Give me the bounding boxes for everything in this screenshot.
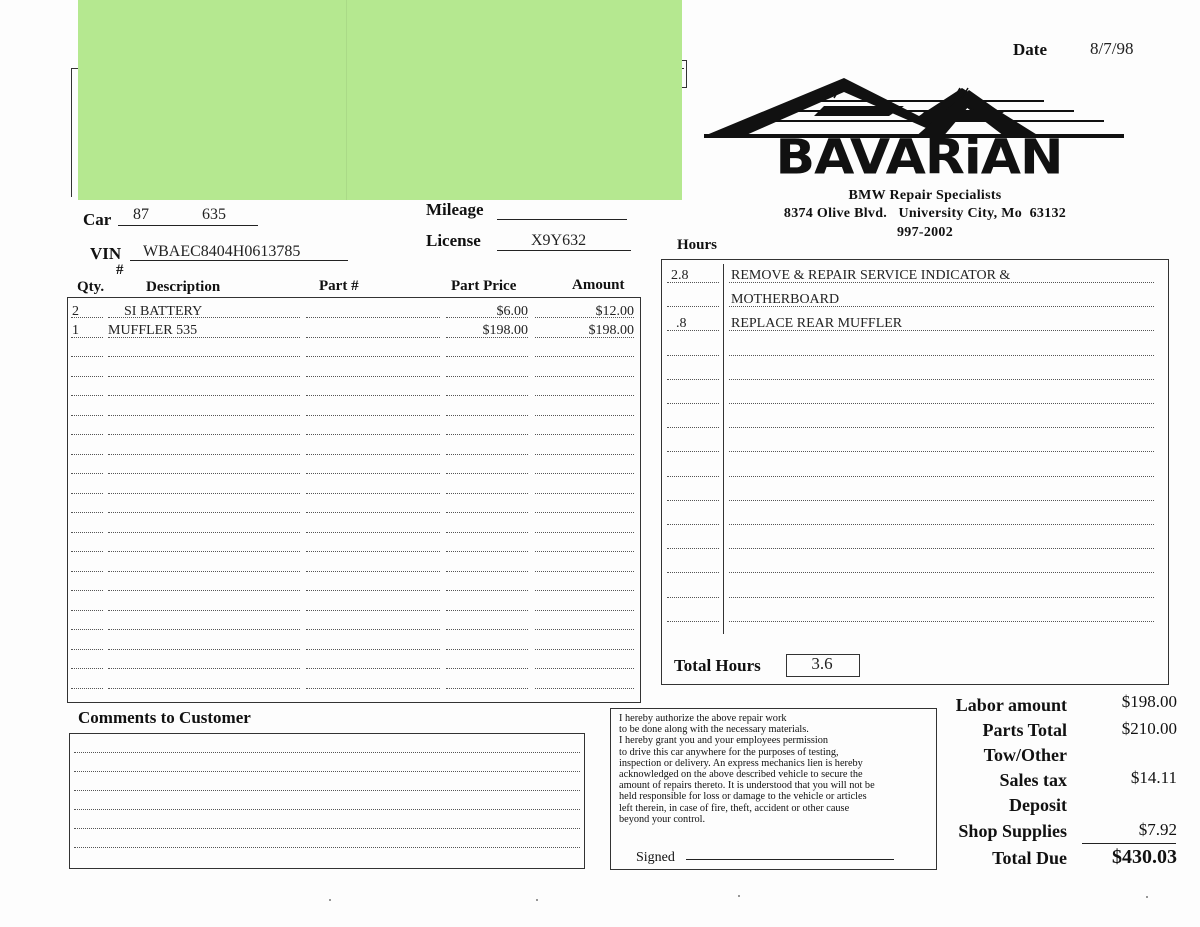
parts-rule-line [446, 415, 528, 416]
shop-tagline: BMW Repair Specialists [848, 188, 1002, 203]
parts-rule-line [71, 512, 103, 513]
parts-rule-line [108, 532, 300, 533]
date-label: Date [1013, 40, 1047, 59]
parts-rule-line [446, 376, 528, 377]
parts-rule-line [306, 532, 440, 533]
labor-rule-line [729, 524, 1154, 525]
scan-speck [329, 899, 331, 901]
deposit-label: Deposit [1009, 795, 1067, 815]
labor-rule-line [729, 548, 1154, 549]
parts-table [67, 297, 641, 703]
tow-other-label: Tow/Other [983, 745, 1067, 765]
parts-rule-line [306, 454, 440, 455]
labor-rule-line [729, 355, 1154, 356]
car-model: 635 [202, 206, 226, 223]
labor-rule-line [667, 355, 719, 356]
parts-rule-line [71, 434, 103, 435]
parts-row-1-price: $6.00 [496, 304, 528, 319]
parts-rule-line [535, 649, 634, 650]
parts-rule-line [306, 551, 440, 552]
parts-rule-line [446, 629, 528, 630]
scan-speck [536, 899, 538, 901]
parts-rule-line [71, 376, 103, 377]
parts-rule-line [306, 356, 440, 357]
comment-rule-line [74, 809, 580, 810]
shop-supplies-label: Shop Supplies [958, 821, 1067, 841]
parts-rule-line [535, 668, 634, 669]
parts-rule-line [108, 454, 300, 455]
parts-rule-line [446, 668, 528, 669]
labor-rule-line [667, 451, 719, 452]
parts-rule-line [535, 434, 634, 435]
parts-rule-line [306, 395, 440, 396]
labor-amount-label: Labor amount [955, 695, 1067, 715]
sticky-note-fold [346, 0, 347, 200]
car-year: 87 [133, 206, 149, 223]
labor-row-1-hours: 2.8 [671, 268, 689, 283]
labor-rule-line [729, 597, 1154, 598]
parts-rule-line [306, 493, 440, 494]
parts-rule-line [71, 610, 103, 611]
license-label: License [426, 231, 481, 250]
labor-rule-line [667, 500, 719, 501]
mileage-line [497, 219, 627, 220]
parts-rule-line [108, 571, 300, 572]
parts-rule-line [71, 395, 103, 396]
part-number-hash: # [116, 262, 124, 278]
qty-header: Qty. [77, 279, 105, 295]
parts-rule-line [108, 512, 300, 513]
parts-row-2-price: $198.00 [482, 323, 528, 338]
parts-row-1-qty: 2 [72, 304, 79, 319]
authorization-line: left therein, in case of fire, theft, accident or other cause [619, 802, 850, 814]
total-hours-label: Total Hours [674, 656, 761, 675]
signature-line [686, 859, 894, 860]
license-value: X9Y632 [531, 232, 587, 249]
labor-rule-line [667, 621, 719, 622]
parts-rule-line [71, 473, 103, 474]
parts-rule-line [71, 551, 103, 552]
comments-label: Comments to Customer [78, 708, 251, 727]
parts-rule-line [306, 473, 440, 474]
labor-rule-line [667, 476, 719, 477]
labor-rule-line [729, 572, 1154, 573]
part-number-header: Part # [319, 278, 359, 294]
parts-rule-line [108, 415, 300, 416]
authorization-line: amount of repairs thereto. It is understood that you will not be [619, 780, 875, 792]
parts-rule-line [71, 668, 103, 669]
comments-box [69, 733, 585, 869]
parts-total-value: $210.00 [1121, 719, 1177, 738]
parts-rule-line [535, 590, 634, 591]
parts-rule-line [71, 649, 103, 650]
comment-rule-line [74, 790, 580, 791]
parts-rule-line [306, 668, 440, 669]
parts-rule-line [108, 376, 300, 377]
labor-rule-line [729, 379, 1154, 380]
license-line [497, 250, 631, 251]
parts-rule-line [446, 551, 528, 552]
comment-rule-line [74, 771, 580, 772]
parts-rule-line [535, 356, 634, 357]
parts-rule-line [306, 337, 440, 338]
parts-rule-line [306, 376, 440, 377]
date-value: 8/7/98 [1090, 39, 1134, 58]
parts-total-label: Parts Total [982, 720, 1067, 740]
labor-row-3-hours: .8 [676, 316, 687, 331]
comment-rule-line [74, 828, 580, 829]
parts-row-1-desc: SI BATTERY [124, 304, 203, 319]
total-due-label: Total Due [992, 848, 1067, 868]
parts-row-2-desc: MUFFLER 535 [108, 323, 198, 338]
parts-row-2-amount: $198.00 [588, 323, 634, 338]
authorization-line: acknowledged on the above described vehicle to secure the [619, 769, 863, 781]
parts-rule-line [446, 395, 528, 396]
labor-rule-line [729, 451, 1154, 452]
parts-rule-line [108, 610, 300, 611]
labor-rule-line [729, 500, 1154, 501]
labor-rule-line [667, 572, 719, 573]
comment-rule-line [74, 752, 580, 753]
parts-rule-line [108, 590, 300, 591]
parts-rule-line [306, 688, 440, 689]
parts-rule-line [535, 571, 634, 572]
authorization-line: inspection or delivery. An express mechanics lien is hereby [619, 757, 863, 769]
parts-rule-line [108, 688, 300, 689]
parts-rule-line [71, 571, 103, 572]
parts-rule-line [108, 649, 300, 650]
parts-rule-line [446, 571, 528, 572]
labor-rule-line [667, 379, 719, 380]
parts-rule-line [535, 473, 634, 474]
parts-rule-line [108, 473, 300, 474]
shop-phone: 997-2002 [896, 225, 954, 240]
parts-rule-line [446, 434, 528, 435]
parts-rule-line [535, 629, 634, 630]
mileage-label: Mileage [426, 200, 484, 219]
parts-rule-line [306, 610, 440, 611]
parts-rule-line [71, 356, 103, 357]
parts-rule-line [306, 571, 440, 572]
customer-box-edge-right [682, 60, 687, 88]
labor-rule-line [729, 621, 1154, 622]
parts-rule-line [108, 434, 300, 435]
parts-rule-line [446, 454, 528, 455]
parts-rule-line [535, 395, 634, 396]
authorization-text [619, 713, 931, 825]
authorization-line: I hereby grant you and your employees permission [619, 735, 829, 747]
parts-row-2-qty: 1 [72, 323, 79, 338]
parts-rule-line [535, 610, 634, 611]
parts-rule-line [306, 317, 440, 318]
parts-rule-line [71, 629, 103, 630]
labor-rule-line [667, 548, 719, 549]
sales-tax-value: $14.11 [1130, 768, 1177, 787]
parts-rule-line [108, 551, 300, 552]
parts-rule-line [71, 454, 103, 455]
bavarian-logo [704, 76, 1134, 184]
parts-row-1-amount: $12.00 [595, 304, 634, 319]
parts-rule-line [306, 629, 440, 630]
labor-rule-line [667, 427, 719, 428]
labor-rule-line [667, 330, 719, 331]
labor-divider [723, 264, 724, 634]
parts-rule-line [108, 629, 300, 630]
parts-rule-line [446, 473, 528, 474]
parts-rule-line [446, 688, 528, 689]
labor-rule-line [729, 427, 1154, 428]
parts-rule-line [306, 590, 440, 591]
parts-rule-line [535, 551, 634, 552]
parts-rule-line [71, 493, 103, 494]
parts-rule-line [446, 532, 528, 533]
parts-rule-line [71, 532, 103, 533]
parts-rule-line [535, 415, 634, 416]
hours-heading: Hours [677, 237, 718, 253]
parts-rule-line [446, 493, 528, 494]
car-line [118, 225, 258, 226]
parts-rule-line [108, 668, 300, 669]
parts-rule-line [535, 532, 634, 533]
parts-rule-line [71, 415, 103, 416]
logo-wordmark: BAVARiAN [775, 130, 1063, 186]
parts-rule-line [446, 610, 528, 611]
parts-rule-line [306, 512, 440, 513]
authorization-line: beyond your control. [619, 813, 706, 825]
labor-rule-line [667, 597, 719, 598]
labor-rule-line [729, 403, 1154, 404]
parts-rule-line [446, 356, 528, 357]
labor-row-2-desc: MOTHERBOARD [731, 292, 840, 307]
amount-header: Amount [572, 277, 625, 293]
comment-rule-line [74, 847, 580, 848]
parts-rule-line [535, 454, 634, 455]
scan-speck [1146, 896, 1148, 898]
shop-address: 8374 Olive Blvd. University City, Mo 63132 [783, 206, 1067, 221]
parts-rule-line [71, 590, 103, 591]
authorization-line: held responsible for loss or damage to the vehicle or articles [619, 791, 867, 803]
labor-amount-value: $198.00 [1121, 692, 1177, 711]
sticky-note-redaction [78, 0, 682, 200]
parts-rule-line [535, 493, 634, 494]
parts-rule-line [535, 376, 634, 377]
parts-rule-line [306, 434, 440, 435]
sales-tax-label: Sales tax [999, 770, 1067, 790]
parts-rule-line [446, 590, 528, 591]
shop-supplies-value: $7.92 [1138, 820, 1177, 839]
parts-rule-line [108, 493, 300, 494]
subtotal-rule [1082, 843, 1176, 844]
car-label: Car [83, 210, 112, 229]
vin-value: WBAEC8404H0613785 [143, 243, 301, 260]
labor-row-1-desc: REMOVE & REPAIR SERVICE INDICATOR & [731, 268, 1011, 283]
total-due-value: $430.03 [1112, 846, 1177, 868]
parts-rule-line [446, 512, 528, 513]
vin-label: VIN [90, 244, 122, 263]
parts-rule-line [108, 395, 300, 396]
signed-label: Signed [636, 850, 675, 865]
labor-rule-line [667, 403, 719, 404]
parts-rule-line [535, 688, 634, 689]
labor-row-3-desc: REPLACE REAR MUFFLER [731, 316, 903, 331]
labor-rule-line [667, 306, 719, 307]
parts-rule-line [108, 356, 300, 357]
parts-rule-line [71, 688, 103, 689]
parts-rule-line [306, 415, 440, 416]
parts-rule-line [535, 512, 634, 513]
labor-rule-line [729, 476, 1154, 477]
authorization-line: to drive this car anywhere for the purposes of testing, [619, 746, 839, 758]
part-price-header: Part Price [451, 278, 517, 294]
total-hours-value: 3.6 [811, 654, 833, 673]
authorization-line: to be done along with the necessary materials. [619, 724, 809, 736]
labor-rule-line [667, 524, 719, 525]
parts-rule-line [446, 649, 528, 650]
parts-rule-line [306, 649, 440, 650]
scan-speck [738, 895, 740, 897]
description-header: Description [146, 279, 221, 295]
authorization-line: I hereby authorize the above repair work [619, 713, 787, 724]
